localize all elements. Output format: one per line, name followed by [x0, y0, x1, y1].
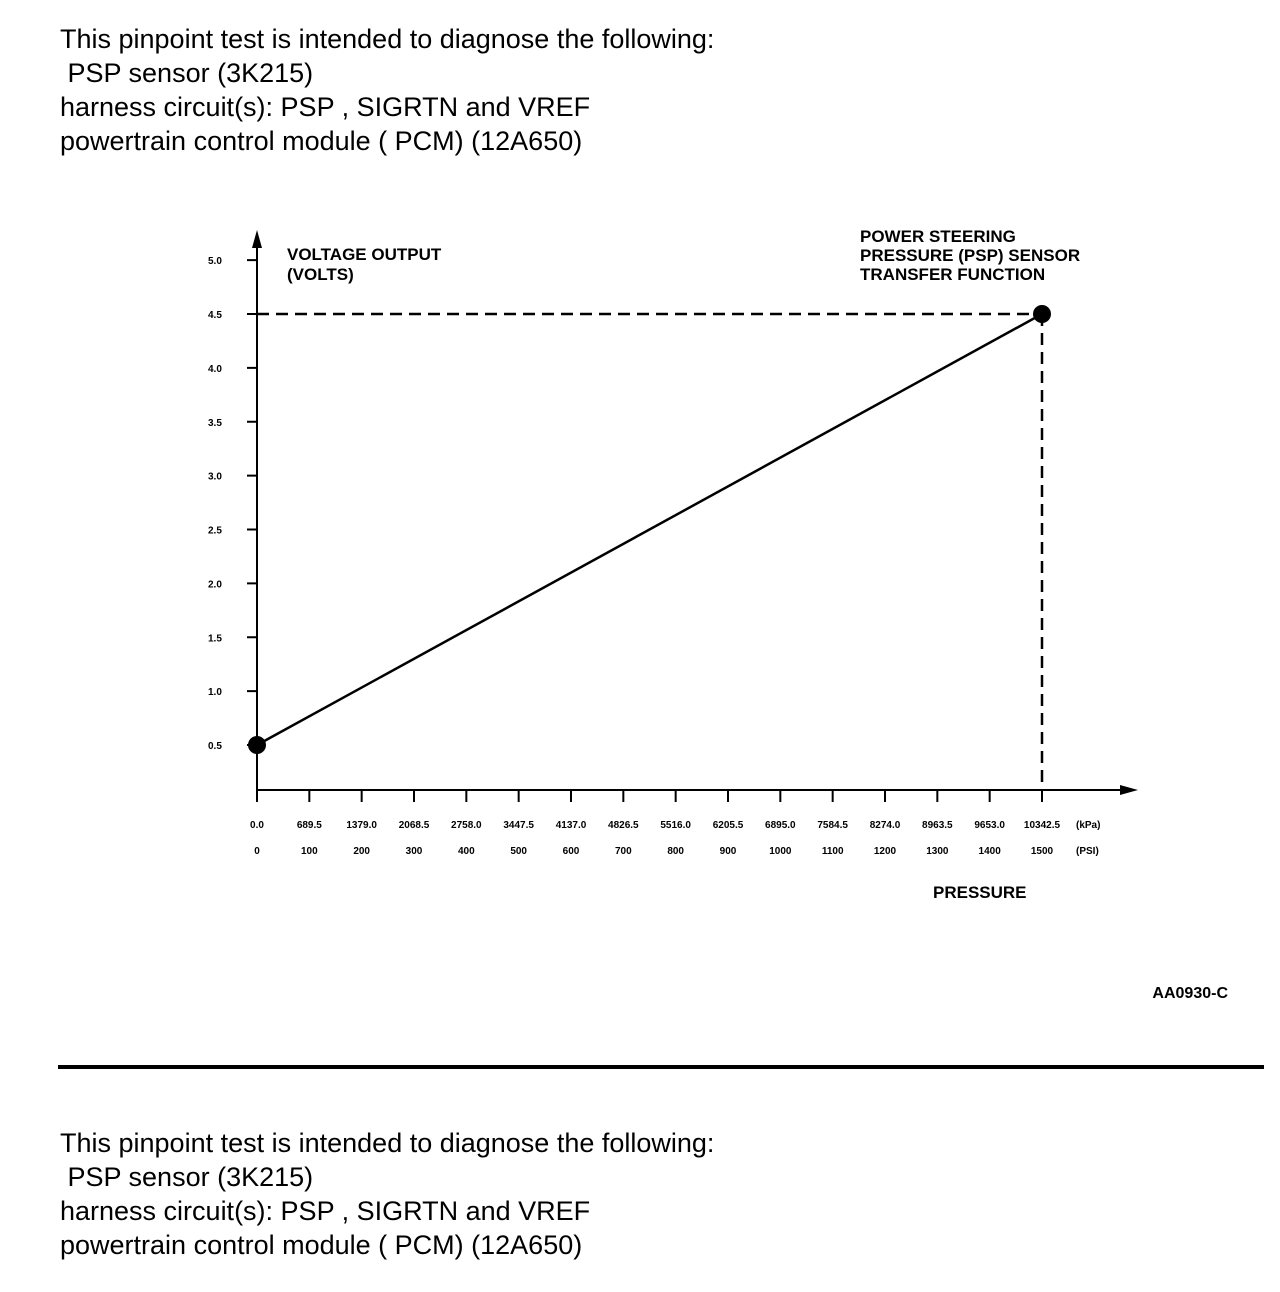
intro-text	[60, 22, 714, 158]
x-axis-label: PRESSURE	[933, 883, 1027, 902]
outro-line: powertrain control module ( PCM) (12A650)	[60, 1230, 583, 1260]
x-tick-label-kpa: 7584.5	[817, 820, 848, 831]
y-tick-label: 3.0	[208, 471, 222, 483]
y-axis-label-line1: VOLTAGE OUTPUT	[287, 245, 442, 264]
chart-title-line1: POWER STEERING	[860, 227, 1016, 246]
data-point-end	[1033, 305, 1051, 323]
x-tick-label-psi: 300	[405, 846, 423, 857]
y-tick-label: 3.5	[208, 417, 222, 429]
y-axis-label-line2: (VOLTS)	[287, 265, 354, 284]
y-tick-label: 2.5	[208, 525, 222, 537]
x-tick-label-psi: 500	[510, 846, 528, 857]
x-tick-label-psi: 900	[719, 846, 737, 857]
x-unit-kpa: (kPa)	[1076, 820, 1101, 831]
y-tick-label: 4.5	[208, 310, 222, 321]
x-tick-label-kpa: 6205.5	[712, 820, 744, 831]
x-tick-label-psi: 1400	[978, 846, 1001, 857]
x-tick-label-psi: 700	[614, 846, 632, 857]
y-tick-label: 1.0	[208, 687, 222, 699]
y-ticks	[208, 256, 257, 752]
chart-title-line2: PRESSURE (PSP) SENSOR	[860, 246, 1081, 265]
figure-id: AA0930-C	[1152, 985, 1228, 1002]
x-tick-label-kpa: 8963.5	[922, 820, 953, 831]
x-tick-label-psi: 0	[254, 846, 260, 857]
y-tick-label: 4.0	[208, 363, 222, 375]
x-tick-label-kpa: 4137.0	[555, 820, 587, 831]
guide-lines	[257, 314, 1042, 790]
x-tick-label-kpa: 4826.5	[608, 820, 639, 831]
x-unit-psi: (PSI)	[1076, 846, 1099, 857]
x-tick-label-psi: 100	[300, 846, 318, 857]
intro-line: harness circuit(s): PSP , SIGRTN and VREF	[60, 92, 591, 122]
outro-line: This pinpoint test is intended to diagnose the following:	[60, 1128, 715, 1158]
x-tick-label-psi: 1000	[769, 846, 792, 857]
x-tick-label-psi: 600	[562, 846, 580, 857]
y-tick-label: 5.0	[208, 256, 222, 268]
series-group	[248, 305, 1051, 754]
intro-line: powertrain control module ( PCM) (12A650)	[60, 126, 583, 156]
x-tick-label-kpa: 6895.0	[765, 820, 796, 831]
x-tick-label-kpa: 3447.5	[503, 820, 534, 831]
outro-text	[60, 1126, 714, 1262]
intro-line: This pinpoint test is intended to diagnose the following:	[60, 24, 715, 54]
series-line	[257, 314, 1042, 745]
x-tick-label-psi: 200	[353, 846, 371, 857]
x-ticks	[250, 790, 1060, 857]
x-axis-arrow	[1120, 785, 1138, 795]
y-tick-label: 1.5	[208, 633, 222, 645]
x-tick-label-kpa: 2758.0	[451, 820, 482, 831]
chart-title-line3: TRANSFER FUNCTION	[860, 265, 1046, 284]
psp-transfer-chart	[0, 200, 1280, 1020]
x-tick-label-kpa: 9653.0	[974, 820, 1005, 831]
x-tick-label-kpa: 8274.0	[869, 820, 901, 831]
outro-line: PSP sensor (3K215)	[60, 1162, 314, 1192]
x-tick-label-kpa: 2068.5	[398, 820, 430, 831]
x-tick-label-kpa: 689.5	[296, 820, 322, 831]
data-point-start	[248, 736, 266, 754]
y-tick-label: 2.0	[208, 579, 222, 591]
x-tick-label-psi: 1300	[926, 846, 949, 857]
x-tick-label-psi: 1500	[1030, 846, 1054, 857]
y-axis-arrow	[252, 230, 262, 248]
x-tick-label-kpa: 0.0	[250, 820, 264, 831]
x-tick-label-psi: 1200	[873, 846, 897, 857]
x-tick-label-kpa: 5516.0	[660, 820, 691, 831]
section-divider	[58, 1065, 1264, 1069]
x-tick-label-kpa: 10342.5	[1023, 820, 1061, 831]
y-tick-label: 0.5	[208, 741, 222, 752]
x-tick-label-psi: 1100	[821, 846, 844, 857]
x-tick-label-psi: 800	[667, 846, 685, 857]
intro-line: PSP sensor (3K215)	[60, 58, 314, 88]
x-tick-label-kpa: 1379.0	[346, 820, 377, 831]
outro-line: harness circuit(s): PSP , SIGRTN and VREF	[60, 1196, 591, 1226]
x-tick-label-psi: 400	[457, 846, 475, 857]
